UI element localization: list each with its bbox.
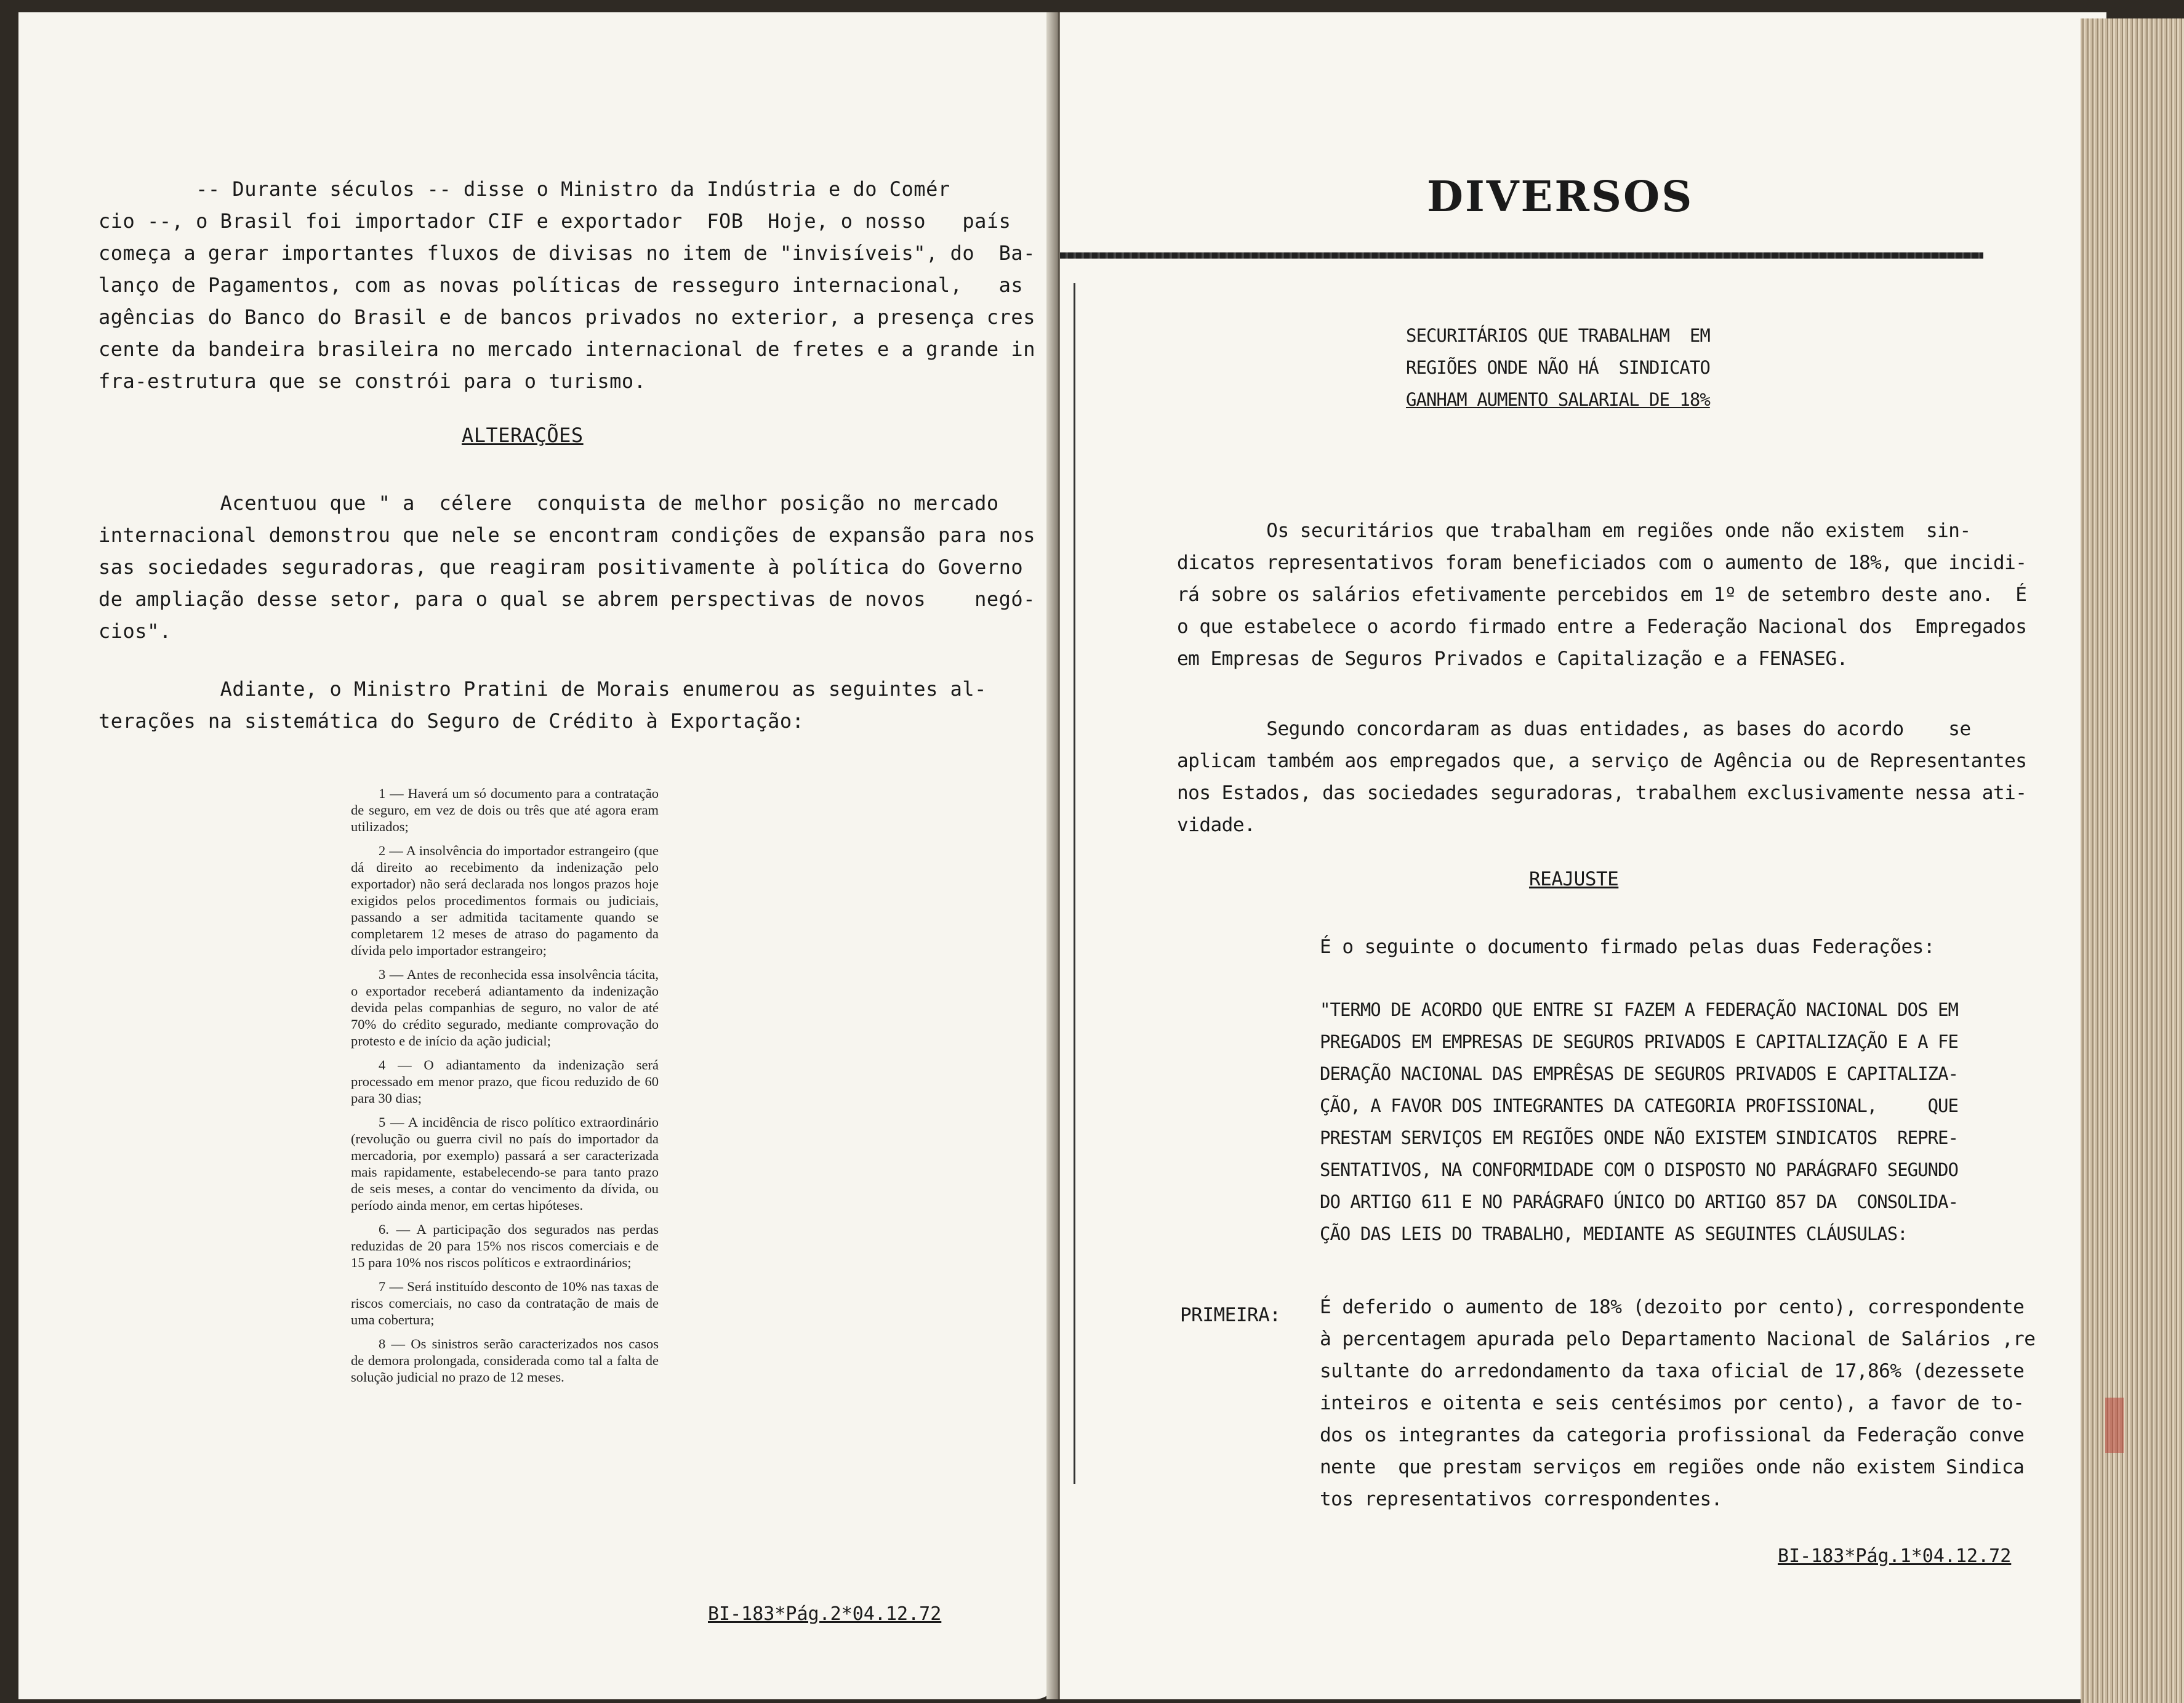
- text-line: Acentuou que " a célere conquista de melhor posição no mercado: [98, 491, 999, 515]
- left-page: [18, 12, 1059, 1699]
- clipping-item: 2 — A insolvência do importador estrangeiro (que dá direito ao recebimento da indenização pelo exportador) não será declarada nos longos prazos hoje exigidos pelos procedimentos formais ou judiciais, passando a ser admitida tacitamente quando se completarem 12 meses de atraso do pagamento da dívida pelo importador estrangeiro;: [351, 843, 659, 958]
- text-line: agências do Banco do Brasil e de bancos privados no exterior, a presença cres: [98, 305, 1035, 329]
- clipping-item: 8 — Os sinistros serão caracterizados nos casos de demora prolongada, considerada como tal a falta de solução judicial no prazo de 12 meses.: [351, 1336, 659, 1385]
- clipping-item: 7 — Será instituído desconto de 10% nas taxas de riscos comerciais, no caso da contratação de mais de uma cobertura;: [351, 1279, 659, 1327]
- term-line: DO ARTIGO 611 E NO PARÁGRAFO ÚNICO DO ARTIGO 857 DA CONSOLIDA-: [1320, 1191, 1958, 1212]
- heading-alteracoes: ALTERAÇÕES: [462, 424, 584, 447]
- text-line: internacional demonstrou que nele se encontram condições de expansão para nos: [98, 523, 1035, 547]
- clause-line: tos representativos correspondentes.: [1320, 1488, 1722, 1510]
- text-line: -- Durante séculos -- disse o Ministro da Indústria e do Comér: [98, 177, 950, 201]
- clause-line: à percentagem apurada pelo Departamento Nacional de Salários ,re: [1320, 1328, 2036, 1350]
- page-edges: [2081, 18, 2184, 1703]
- text-line: dicatos representativos foram beneficiados com o aumento de 18%, que incidi-: [1177, 552, 2027, 574]
- margin-rule: [1074, 283, 1075, 1484]
- term-line: DERAÇÃO NACIONAL DAS EMPRÊSAS DE SEGUROS PRIVADOS E CAPITALIZA-: [1320, 1063, 1958, 1084]
- clause-label: PRIMEIRA:: [1180, 1304, 1281, 1326]
- text-line: aplicam também aos empregados que, a serviço de Agência ou de Representantes: [1177, 750, 2027, 772]
- term-line: PRESTAM SERVIÇOS EM REGIÕES ONDE NÃO EXISTEM SINDICATOS REPRE-: [1320, 1127, 1958, 1148]
- term-line: ÇÃO, A FAVOR DOS INTEGRANTES DA CATEGORIA PROFISSIONAL, QUE: [1320, 1095, 1958, 1116]
- text-line: sas sociedades seguradoras, que reagiram positivamente à política do Governo: [98, 555, 1024, 579]
- text-line: vidade.: [1177, 814, 1256, 836]
- page-reference: BI-183*Pág.1*04.12.72: [1778, 1545, 2012, 1567]
- text-line: começa a gerar importantes fluxos de divisas no item de "invisíveis", do Ba-: [98, 241, 1035, 265]
- headline-line: GANHAM AUMENTO SALARIAL DE 18%: [1406, 389, 1710, 410]
- clause-line: sultante do arredondamento da taxa oficial de 17,86% (dezessete: [1320, 1360, 2025, 1382]
- text-line: Segundo concordaram as duas entidades, as bases do acordo se: [1177, 718, 1971, 740]
- text-line: lanço de Pagamentos, com as novas políticas de resseguro internacional, as: [98, 273, 1024, 297]
- clipping-item: 6. — A participação dos segurados nas perdas reduzidas de 20 para 15% nos riscos comerciais e de 15 para 10% nos riscos políticos e extraordinários;: [351, 1222, 659, 1270]
- intro-line: É o seguinte o documento firmado pelas duas Federações:: [1320, 936, 1935, 958]
- clipping-item: 1 — Haverá um só documento para a contratação de seguro, em vez de dois ou três que até agora eram utilizados;: [351, 786, 659, 834]
- text-line: o que estabelece o acordo firmado entre a Federação Nacional dos Empregados: [1177, 616, 2027, 638]
- text-line: rá sobre os salários efetivamente percebidos em 1º de setembro deste ano. É: [1177, 584, 2027, 606]
- heading-reajuste: REAJUSTE: [1529, 868, 1619, 890]
- clause-line: inteiros e oitenta e seis centésimos por cento), a favor de to-: [1320, 1392, 2025, 1414]
- text-line: cio --, o Brasil foi importador CIF e exportador FOB Hoje, o nosso país: [98, 209, 1011, 233]
- clipping-item: 5 — A incidência de risco político extraordinário (revolução ou guerra civil no país do importador da mercadoria, por exemplo) passará a ser caracterizada mais rapidamente, estabelecendo-se para tanto prazo de seis meses, a contar do vencimento da dívida, ou período ainda menor, em certas hipóteses.: [351, 1114, 659, 1213]
- clipping-item: 4 — O adiantamento da indenização será processado em menor prazo, que ficou reduzido de 60 para 30 dias;: [351, 1057, 659, 1106]
- right-page: [1060, 12, 2106, 1699]
- page-reference: BI-183*Pág.2*04.12.72: [708, 1603, 942, 1625]
- term-line: PREGADOS EM EMPRESAS DE SEGUROS PRIVADOS E CAPITALIZAÇÃO E A FE: [1320, 1031, 1958, 1052]
- text-line: Os securitários que trabalham em regiões onde não existem sin-: [1177, 520, 1971, 542]
- text-line: fra-estrutura que se constrói para o turismo.: [98, 369, 646, 393]
- edge-tab: [2105, 1398, 2124, 1453]
- text-line: Adiante, o Ministro Pratini de Morais enumerou as seguintes al-: [98, 677, 987, 701]
- newspaper-clipping: [351, 785, 659, 1393]
- text-line: terações na sistemática do Seguro de Crédito à Exportação:: [98, 709, 805, 733]
- clause-line: nente que prestam serviços em regiões onde não existem Sindica: [1320, 1456, 2025, 1478]
- header-rule: [1060, 252, 1983, 259]
- term-line: SENTATIVOS, NA CONFORMIDADE COM O DISPOSTO NO PARÁGRAFO SEGUNDO: [1320, 1159, 1958, 1180]
- text-line: de ampliação desse setor, para o qual se abrem perspectivas de novos negó-: [98, 587, 1035, 611]
- term-line: ÇÃO DAS LEIS DO TRABALHO, MEDIANTE AS SEGUINTES CLÁUSULAS:: [1320, 1223, 1908, 1244]
- headline-line: SECURITÁRIOS QUE TRABALHAM EM: [1406, 325, 1710, 346]
- headline-line: REGIÕES ONDE NÃO HÁ SINDICATO: [1406, 357, 1710, 378]
- clause-line: É deferido o aumento de 18% (dezoito por cento), correspondente: [1320, 1296, 2025, 1318]
- section-title: DIVERSOS: [1427, 172, 1694, 222]
- text-line: nos Estados, das sociedades seguradoras, trabalhem exclusivamente nessa ati-: [1177, 782, 2027, 804]
- term-line: "TERMO DE ACORDO QUE ENTRE SI FAZEM A FEDERAÇÃO NACIONAL DOS EM: [1320, 999, 1958, 1020]
- text-line: cente da bandeira brasileira no mercado internacional de fretes e a grande in: [98, 337, 1035, 361]
- clipping-item: 3 — Antes de reconhecida essa insolvência tácita, o exportador receberá adiantamento da indenização devida pelas companhias de seguro, no valor de até 70% do crédito segurado, mediante comprovação do protesto e de início da ação judicial;: [351, 967, 659, 1049]
- text-line: em Empresas de Seguros Privados e Capitalização e a FENASEG.: [1177, 648, 1848, 670]
- clause-line: dos os integrantes da categoria profissional da Federação conve: [1320, 1424, 2025, 1446]
- text-line: cios".: [98, 619, 172, 643]
